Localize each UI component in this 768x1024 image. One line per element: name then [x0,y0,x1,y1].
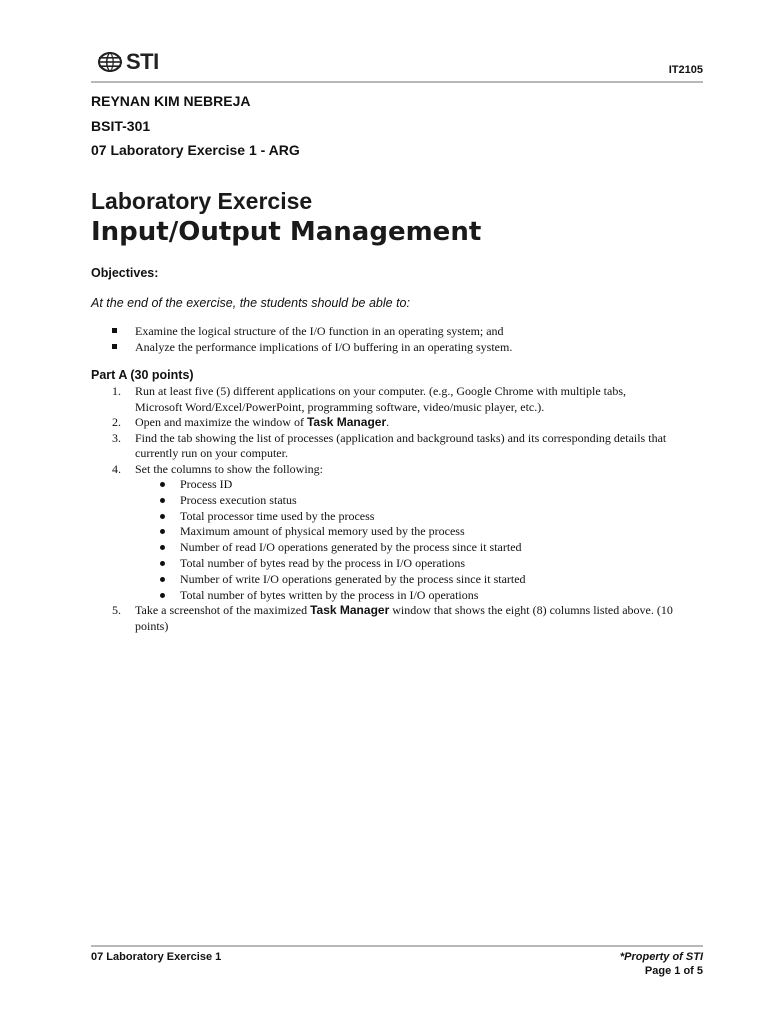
column-item [135,540,704,556]
student-section: BSIT-301 [91,118,151,134]
part-a-steps [112,384,704,634]
step-text: currently run on your computer. [135,446,288,460]
bullet-icon [160,514,165,519]
step-text-part: . [386,415,390,429]
column-item [135,524,704,540]
step-1 [112,384,704,415]
step-text [135,415,704,431]
course-code: IT2105 [668,64,703,76]
column-text: Number of read I/O operations generated by the process since it started [180,540,522,555]
step-text: Microsoft Word/Excel/PowerPoint, programming software, video/music player, etc.). [135,399,545,414]
footer-title: 07 Laboratory Exercise 1 [91,951,222,963]
step-text-part: Open and maximize the window of [135,415,307,429]
objectives-intro: At the end of the exercise, the students should be able to: [91,296,410,310]
step-text: Find the tab showing the list of processes (application and background tasks) and its corresponding details that [135,430,667,445]
column-list [135,477,704,603]
column-text: Total number of bytes written by the process in I/O operations [180,587,479,602]
student-name: REYNAN KIM NEBREJA [91,93,251,109]
step-number: 4. [112,461,121,476]
step-number: 3. [112,430,121,445]
bullet-icon [160,561,165,566]
task-manager-emphasis: Task Manager [306,415,387,429]
column-item [135,477,704,493]
step-text-part: window that shows the eight (8) columns listed above. (10 [389,603,673,618]
objectives-heading: Objectives: [91,266,159,280]
objective-item [112,339,512,355]
step-text [135,603,704,619]
column-text: Total number of bytes read by the process in I/O operations [180,555,466,570]
logo-text: STI [126,49,159,74]
bullet-icon [160,529,165,534]
document-subtitle: Input/Output Management [91,217,482,247]
step-text: Set the columns to show the following: [135,461,323,476]
column-item [135,509,704,525]
page-number: Page 1 of 5 [644,965,703,977]
objective-text: Analyze the performance implications of I/O buffering in an operating system. [135,340,513,354]
step-text: Run at least five (5) different applications on your computer. (e.g., Google Chrome with multiple tabs, [135,384,626,398]
column-item [135,493,704,509]
column-text: Process execution status [180,492,297,507]
square-bullet-icon [112,328,117,333]
exercise-label: 07 Laboratory Exercise 1 - ARG [91,142,300,158]
column-item [135,572,704,588]
bullet-icon [160,498,165,503]
step-2 [112,415,704,431]
objectives-list [112,323,512,355]
column-item [135,556,704,572]
column-text: Maximum amount of physical memory used by the process [180,524,465,539]
header-divider [91,81,703,83]
part-a-heading: Part A (30 points) [91,368,194,382]
step-3 [112,431,704,462]
bullet-icon [160,593,165,598]
objective-text: Examine the logical structure of the I/O function in an operating system; and [135,324,504,338]
bullet-icon [160,577,165,582]
step-5 [112,603,704,634]
step-number: 5. [112,603,121,618]
column-text: Process ID [180,477,233,491]
footer-property: *Property of STI [619,951,703,963]
square-bullet-icon [112,344,117,349]
step-4 [112,462,704,604]
column-item [135,588,704,604]
step-text-part: Take a screenshot of the maximized [135,603,311,618]
footer-divider [91,945,703,947]
step-text: points) [135,618,169,633]
bullet-icon [160,545,165,550]
step-number: 1. [112,384,121,398]
step-number: 2. [112,415,121,429]
column-text: Number of write I/O operations generated by the process since it started [180,571,526,586]
bullet-icon [160,482,165,487]
column-text: Total processor time used by the process [180,508,375,523]
globe-icon [96,50,124,74]
objective-item [112,323,512,339]
sti-logo [96,50,159,74]
page-header [91,46,703,82]
document-title: Laboratory Exercise [91,188,313,214]
task-manager-emphasis: Task Manager [310,603,390,618]
